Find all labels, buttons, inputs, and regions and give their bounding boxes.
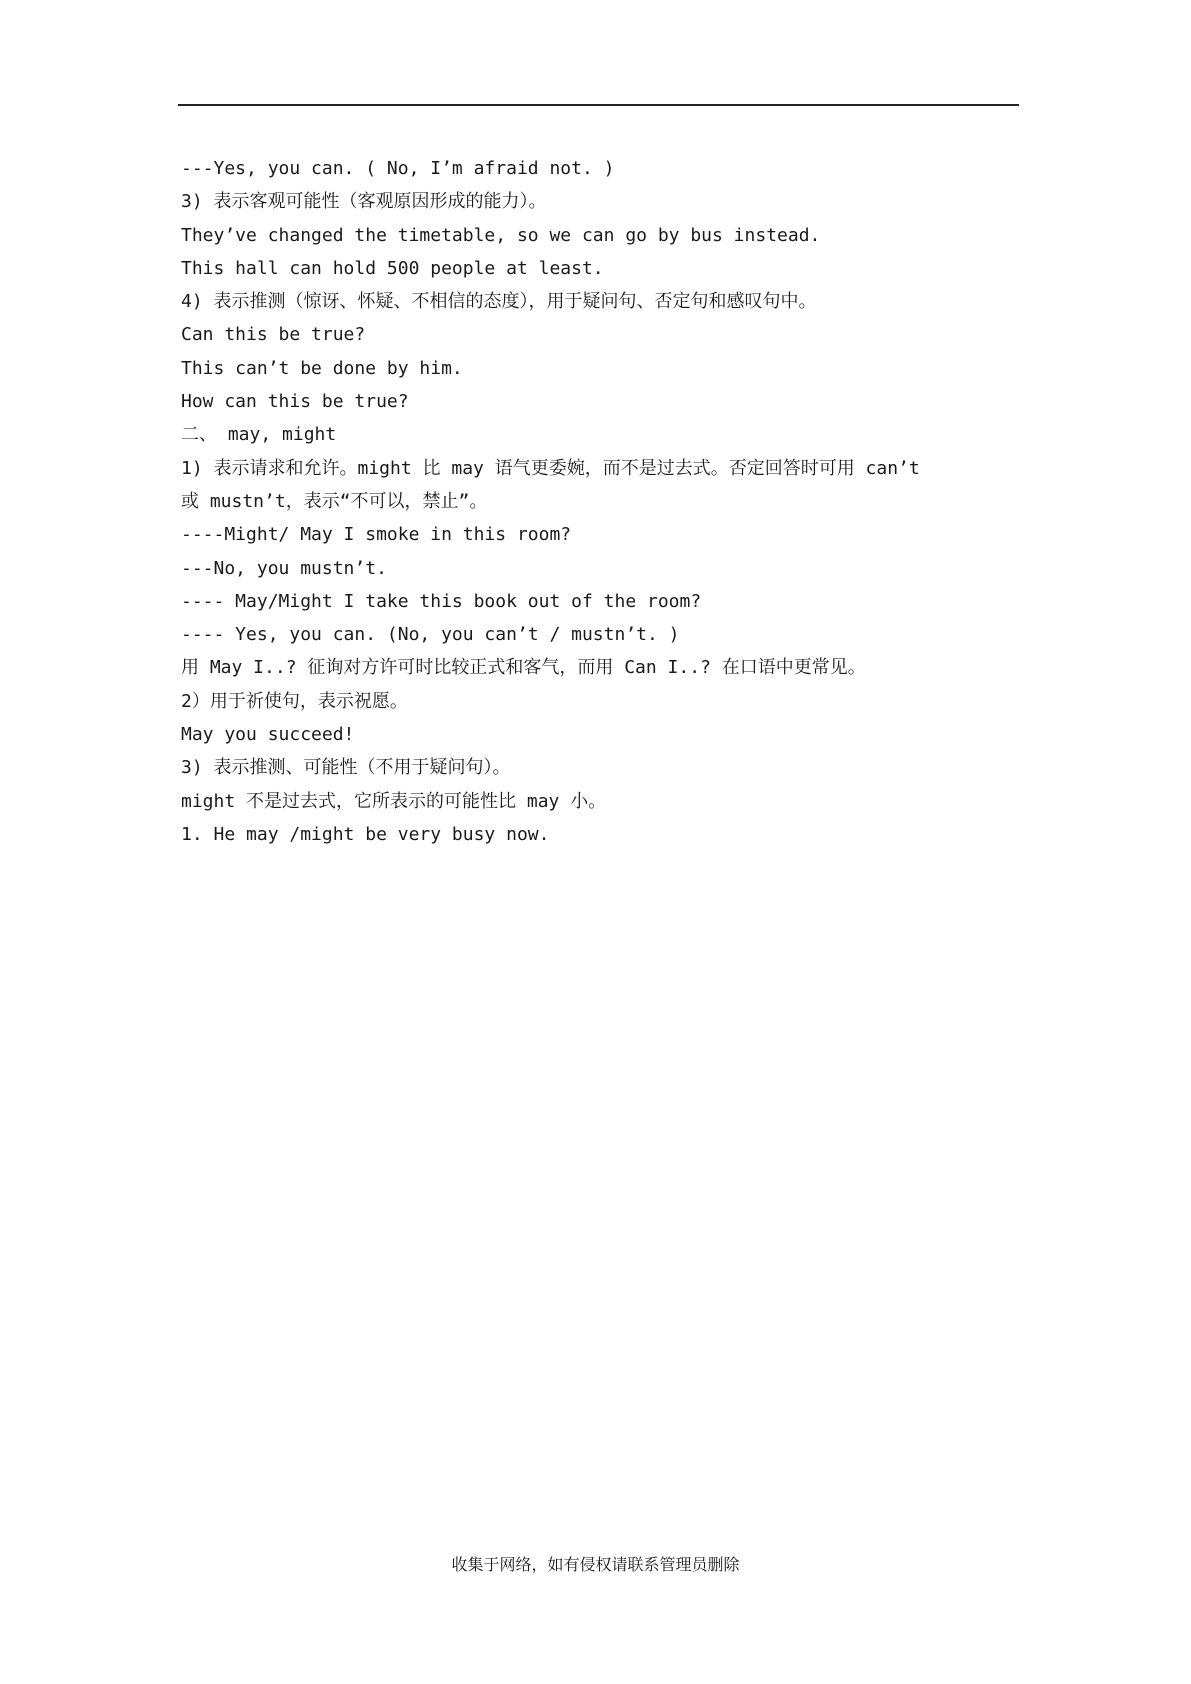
section-heading: 二、 may, might (181, 424, 337, 446)
text-line: ---- May/Might I take this book out of the room? (181, 590, 702, 612)
text-line: 或 mustn’t，表示“不可以，禁止”。 (181, 490, 488, 512)
text-line: 1. He may /might be very busy now. (181, 823, 550, 845)
text-line: ---- Yes, you can. (No, you can’t / mustn’t. ) (181, 624, 680, 646)
text-line: This hall can hold 500 people at least. (181, 257, 604, 279)
text-line: 2）用于祈使句，表示祝愿。 (181, 690, 408, 712)
text-line: ---Yes, you can. ( No, I’m afraid not. ) (181, 158, 615, 179)
text-line: Can this be true? (181, 324, 366, 346)
page-footer: 收集于网络，如有侵权请联系管理员删除 (451, 1555, 740, 1574)
text-line: 用 May I..? 征询对方许可时比较正式和客气，而用 Can I..? 在口语中更常见。 (181, 657, 866, 679)
text-line: They’ve changed the timetable, so we can go by bus instead. (181, 224, 821, 246)
text-line: May you succeed! (181, 724, 355, 746)
text-line: might 不是过去式，它所表示的可能性比 may 小。 (181, 790, 607, 812)
text-line: 3) 表示推测、可能性（不用于疑问句）。 (181, 757, 511, 779)
header-rule (178, 104, 1019, 106)
document-body (181, 152, 1021, 851)
text-line: 4) 表示推测（惊讶、怀疑、不相信的态度），用于疑问句、否定句和感叹句中。 (181, 291, 817, 313)
text-line: How can this be true? (181, 391, 409, 413)
text-line: 1) 表示请求和允许。might 比 may 语气更委婉，而不是过去式。否定回答时可用 can’t (181, 457, 920, 479)
text-line: This can’t be done by him. (181, 357, 463, 379)
text-line: ---No, you mustn’t. (181, 557, 387, 579)
text-line: 3) 表示客观可能性（客观原因形成的能力）。 (181, 191, 547, 213)
text-line: ----Might/ May I smoke in this room? (181, 524, 572, 546)
